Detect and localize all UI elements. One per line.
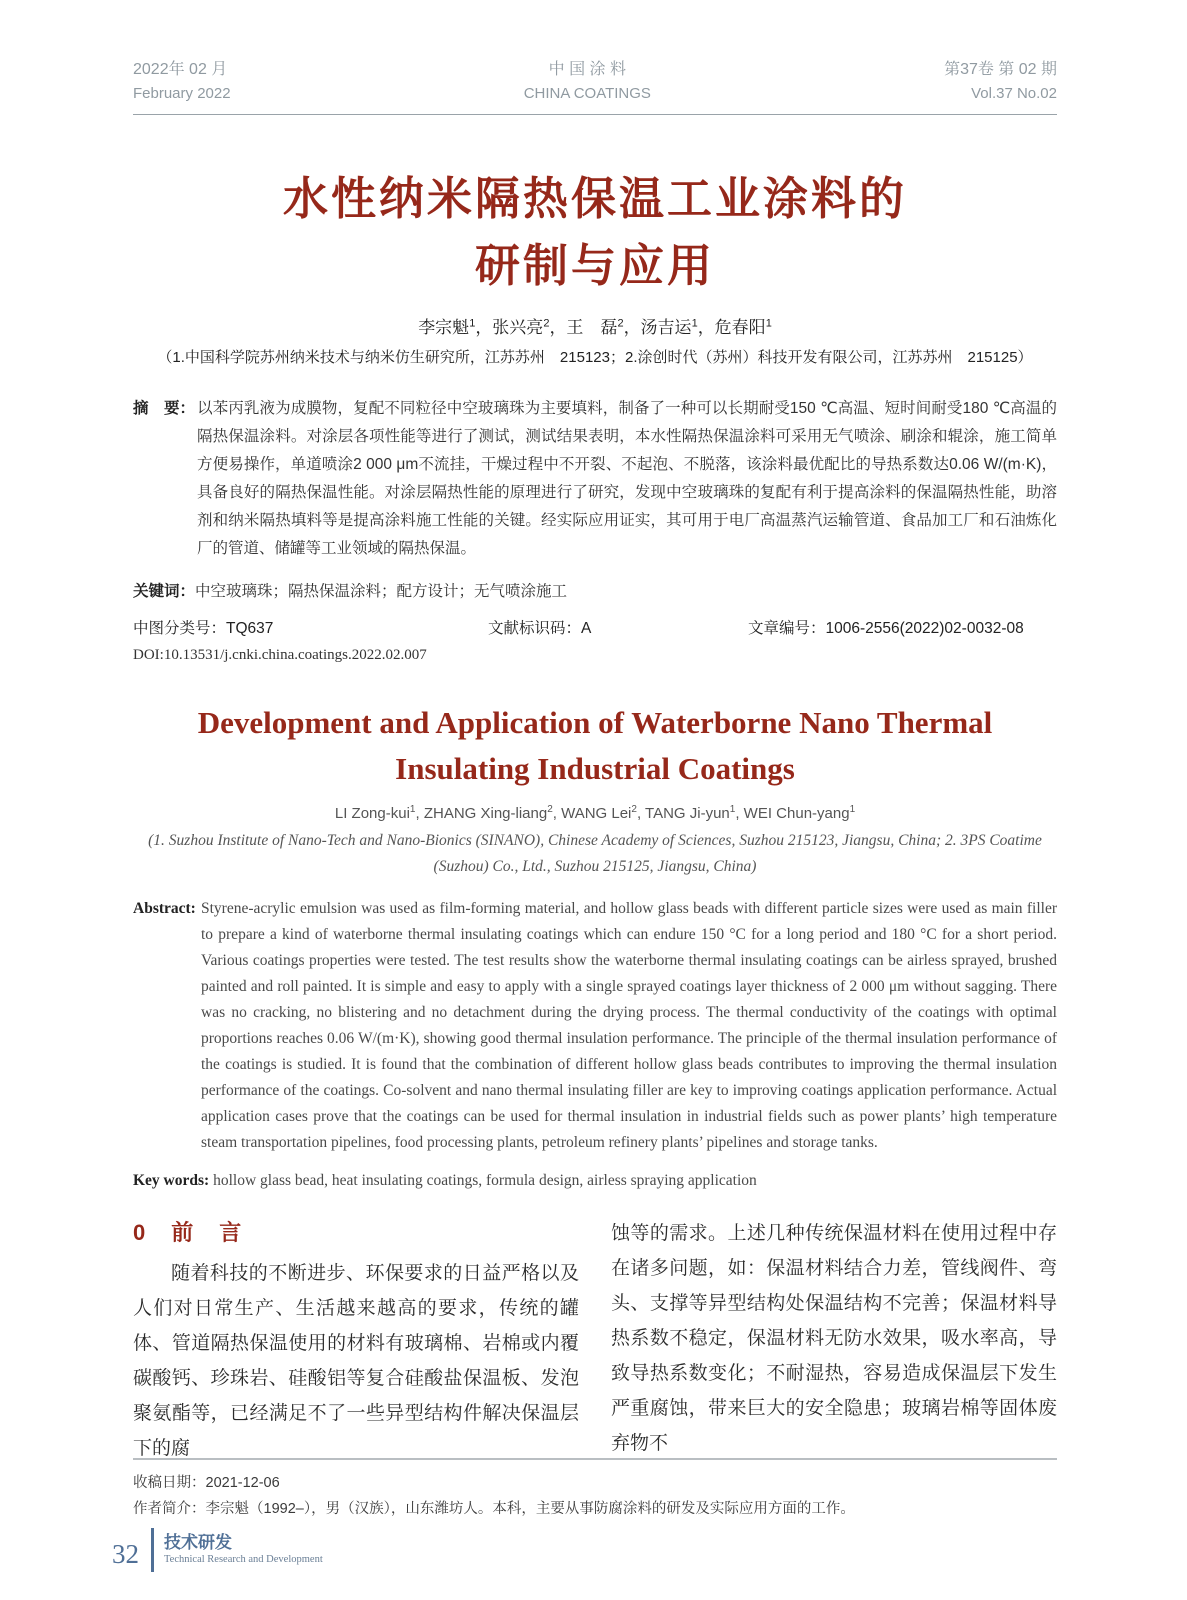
body-column-left [133,1216,579,1466]
article-title-en [133,700,1057,792]
page-footer [112,1528,323,1572]
journal-name-cn: 中 国 涂 料 [548,61,626,78]
footnote [133,1458,1057,1522]
keywords-en-label: Key words: [133,1171,210,1189]
body-columns [133,1216,1057,1466]
clc-number: 中图分类号：TQ637 [133,620,274,637]
keywords-cn [133,579,1057,601]
abstract-en [133,896,1057,1156]
header-journal-name [524,58,651,106]
abstract-en-label: Abstract: [133,900,196,917]
footer-column-info [164,1533,323,1567]
keywords-cn-label: 关键词： [133,582,196,600]
body-column-right [611,1216,1057,1466]
section-0-number: 0 [133,1219,146,1245]
header-date-en: February 2022 [133,85,231,102]
article-title-en-line2: Insulating Industrial Coatings [395,751,795,786]
section-0-title: 前言 [171,1219,268,1245]
section-0-paragraph-right: 蚀等的需求。上述几种传统保温材料在使用过程中存在诸多问题，如：保温材料结合力差，管线阀件、弯头、支撑等异型结构处保温结构不完善；保温材料导热系数不稳定，保温材料无防水效果，吸水率高，导致导热系数变化；不耐湿热，容易造成保温层下发生严重腐蚀，带来巨大的安全隐患；玻璃岩棉等固体废弃物不 [611,1222,1057,1454]
footer-divider-bar [151,1528,154,1572]
classification-row [133,616,1057,638]
header-issue-en: Vol.37 No.02 [971,85,1057,102]
document-code: 文献标识码：A [488,620,592,637]
header-issue [944,58,1057,106]
abstract-cn-label: 摘 要： [133,400,196,417]
received-date: 收稿日期：2021-12-06 [133,1475,280,1491]
article-title-en-line1: Development and Application of Waterborne Nano Thermal [197,705,993,740]
keywords-en [133,1172,1057,1190]
abstract-cn-text: 以苯丙乳液为成膜物，复配不同粒径中空玻璃珠为主要填料，制备了一种可以长期耐受150 ℃高温、短时间耐受180 ℃高温的隔热保温涂料。对涂层各项性能等进行了测试，测试结果表明，本水性隔热保温涂料可采用无气喷涂、刷涂和辊涂，施工简单方便易操作，单道喷涂2 000 μm不流挂，干燥过程中不开裂、不起泡、不脱落，该涂料最优配比的导热系数达0.06 W/(m·K)，具备良好的隔热保温性能。对涂层隔热性能的原理进行了研究，发现中空玻璃珠的复配有利于提高涂料的保温隔热性能，助溶剂和纳米隔热填料等是提高涂料施工性能的关键。经实际应用证实，其可用于电厂高温蒸汽运输管道、食品加工厂和石油炼化厂的管道、储罐等工业领域的隔热保温。 [197,400,1057,557]
header-date-cn: 2022年 02 月 [133,61,228,78]
abstract-cn [133,395,1057,563]
keywords-cn-text: 中空玻璃珠；隔热保温涂料；配方设计；无气喷涂施工 [195,582,568,600]
section-0-paragraph-left: 随着科技的不断进步、环保要求的日益严格以及人们对日常生产、生活越来越高的要求，传统的罐体、管道隔热保温使用的材料有玻璃棉、岩棉或内覆碳酸钙、珍珠岩、硅酸铝等复合硅酸盐保温板、发泡聚氨酯等，已经满足不了一些异型结构件解决保温层下的腐 [133,1262,579,1459]
affiliation-cn: （1.中国科学院苏州纳米技术与纳米仿生研究所，江苏苏州 215123；2.涂创时代（苏州）科技开发有限公司，江苏苏州 215125） [157,349,1033,366]
keywords-en-text: hollow glass bead, heat insulating coatings, formula design, airless spraying application [209,1171,757,1189]
header-date [133,58,231,106]
authors-cn: 李宗魁$^1$，张兴亮$^2$，王 磊$^2$，汤吉运$^1$，危春阳$^1$ [418,317,772,337]
header-divider [133,114,1057,115]
article-title-cn-line1: 水性纳米隔热保温工业涂料的 [282,173,907,224]
article-title-cn-line2: 研制与应用 [474,240,715,291]
section-0-heading [133,1216,579,1250]
doi: DOI:10.13531/j.cnki.china.coatings.2022.02.007 [133,647,427,663]
footer-column-cn: 技术研发 [164,1533,232,1552]
abstract-en-text: Styrene-acrylic emulsion was used as film-forming material, and hollow glass beads with different particle sizes were used as main filler to prepare a kind of waterborne thermal insulating coatings which can endure 150 °C for a long period and 180 °C for a short period. Various coatings properties were tested. The test results show the waterborne thermal insulating coatings can be airless sprayed, brushed painted and roll painted. It is simple and easy to apply with a single sprayed coatings layer thickness of 2 000 μm without sagging. There was no cracking, no blistering and no detachment during the drying process. The thermal conductivity of the coatings with optimal proportions reaches 0.06 W/(m·K), showing good thermal insulation performance. The principle of the thermal insulation performance of the coatings is studied. It is found that the combination of different hollow glass beads contributes to improving the thermal insulation performance of the coatings. Co-solvent and nano thermal insulating filler are key to improving coatings application performance. Actual application cases prove that the coatings can be used for thermal insulation in industrial fields such as power plants’ high temperature steam transportation pipelines, food processing plants, petroleum refinery plants’ pipelines and storage tanks. [201,900,1057,1151]
page-number: 32 [112,1538,139,1569]
article-id: 文章编号：1006-2556(2022)02-0032-08 [748,620,1024,637]
author-bio: 作者简介：李宗魁（1992–），男（汉族），山东潍坊人。本科，主要从事防腐涂料的研发及实际应用方面的工作。 [133,1501,855,1517]
affiliation-en: (1. Suzhou Institute of Nano-Tech and Nano-Bionics (SINANO), Chinese Academy of Sciences, Suzhou 215123, Jiangsu, China; 2. 3PS Coatime (Suzhou) Co., Ltd., Suzhou 215125, Jiangsu, China) [148,832,1042,875]
footnote-divider [133,1458,1057,1460]
footer-column-en: Technical Research and Development [164,1554,323,1565]
authors-en: LI Zong-kui$^1$, ZHANG Xing-liang$^2$, WANG Lei$^2$, TANG Ji-yun$^1$, WEI Chun-yang$^1$ [334,804,856,822]
header-issue-cn: 第37卷 第 02 期 [944,61,1057,78]
article-title-cn [133,165,1057,299]
journal-name-en: CHINA COATINGS [523,85,651,102]
journal-header [133,58,1057,106]
